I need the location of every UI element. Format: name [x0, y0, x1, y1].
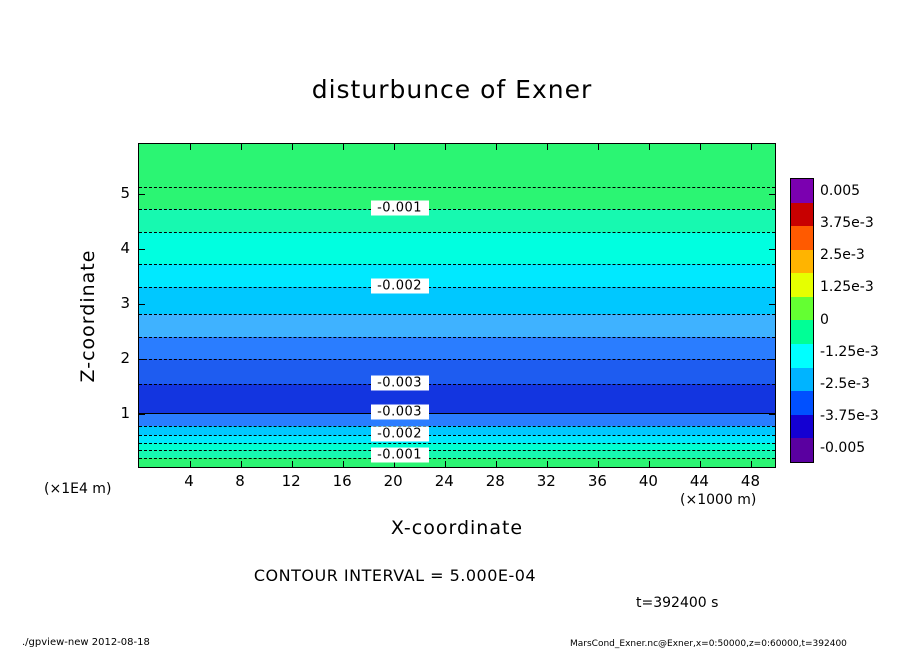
x-tick: [190, 461, 191, 467]
colorbar-tick-label: -1.25e-3: [820, 343, 879, 360]
x-tick: [598, 461, 599, 467]
contour-label: -0.001: [377, 200, 423, 216]
x-tick: [700, 461, 701, 467]
x-tick-top: [700, 144, 701, 150]
contour-line: [139, 187, 775, 188]
colorbar-tick-label: 0.005: [820, 183, 861, 199]
y-tick-label: 1: [120, 403, 130, 422]
y-tick-right: [769, 249, 775, 250]
colorbar-cell: [791, 297, 813, 321]
x-tick-top: [394, 144, 395, 150]
contour-band: [139, 413, 775, 427]
x-tick-label: 16: [332, 472, 352, 490]
x-tick-top: [496, 144, 497, 150]
x-tick-label: 40: [638, 472, 658, 490]
y-tick-right: [769, 359, 775, 360]
y-tick-label: 5: [120, 183, 130, 202]
footer-right-text: MarsCond_Exner.nc@Exner,x=0:50000,z=0:60000,t=392400: [570, 639, 847, 649]
time-annotation: t=392400 s: [636, 595, 719, 611]
colorbar: [790, 178, 814, 463]
colorbar-tick-label: -0.005: [820, 440, 866, 456]
contour-label: -0.003: [377, 404, 423, 420]
x-tick: [241, 461, 242, 467]
x-tick-label: 12: [281, 472, 301, 490]
contour-band: [139, 287, 775, 314]
x-tick-label: 8: [235, 472, 245, 490]
colorbar-tick-label: 3.75e-3: [820, 215, 874, 232]
x-tick-label: 28: [485, 472, 505, 490]
x-tick: [496, 461, 497, 467]
x-tick-top: [190, 144, 191, 150]
x-tick-top: [445, 144, 446, 150]
contour-interval-note: CONTOUR INTERVAL = 5.000E-04: [253, 566, 537, 585]
y-tick: [139, 414, 145, 415]
x-tick-top: [547, 144, 548, 150]
footer-left-text: ./gpview-new 2012-08-18: [22, 637, 150, 648]
y-tick-label: 2: [120, 348, 130, 367]
contour-line: [139, 426, 775, 427]
contour-line: [139, 443, 775, 444]
x-tick: [292, 461, 293, 467]
contour-line: [139, 287, 775, 288]
contour-line: [139, 337, 775, 338]
contour-line: [139, 359, 775, 360]
x-tick-label: 4: [184, 472, 194, 490]
contour-band: [139, 144, 775, 210]
contour-label: -0.001: [377, 447, 423, 463]
contour-line: [139, 209, 775, 210]
colorbar-tick-label: 2.5e-3: [820, 247, 865, 264]
contour-line: [139, 450, 775, 451]
x-tick: [445, 461, 446, 467]
x-tick: [751, 461, 752, 467]
y-tick: [139, 249, 145, 250]
contour-line: [139, 435, 775, 436]
x-tick-label: 36: [587, 472, 607, 490]
contour-label: -0.003: [377, 375, 423, 391]
x-tick-top: [241, 144, 242, 150]
contour-label: -0.002: [377, 426, 423, 442]
y-tick: [139, 194, 145, 195]
x-tick-top: [343, 144, 344, 150]
y-tick: [139, 359, 145, 360]
contour-band: [139, 264, 775, 288]
x-tick-top: [649, 144, 650, 150]
chart-title: disturbunce of Exner: [311, 75, 593, 104]
x-tick-label: 32: [536, 472, 556, 490]
y-axis-label: Z-coordinate: [77, 249, 99, 383]
contour-line: [139, 264, 775, 265]
x-tick: [343, 461, 344, 467]
contour-line: [139, 232, 775, 233]
colorbar-cell: [791, 438, 813, 462]
x-tick: [547, 461, 548, 467]
colorbar-cell: [791, 344, 813, 368]
colorbar-tick-label: 1.25e-3: [820, 279, 874, 296]
colorbar-cell: [791, 320, 813, 344]
colorbar-cell: [791, 203, 813, 227]
colorbar-cell: [791, 368, 813, 392]
x-tick-label: 20: [383, 472, 403, 490]
x-tick-label: 48: [740, 472, 761, 490]
colorbar-cell: [791, 391, 813, 415]
x-tick-top: [292, 144, 293, 150]
y-tick-label: 4: [120, 238, 130, 257]
y-tick-right: [769, 194, 775, 195]
contour-line: [139, 314, 775, 315]
x-tick-top: [598, 144, 599, 150]
colorbar-cell: [791, 273, 813, 297]
contour-band: [139, 209, 775, 233]
contour-band: [139, 337, 775, 360]
contour-band: [139, 384, 775, 414]
colorbar-cell: [791, 250, 813, 274]
y-tick-right: [769, 414, 775, 415]
x-tick: [649, 461, 650, 467]
colorbar-cell: [791, 226, 813, 250]
x-axis-unit: (×1000 m): [680, 492, 757, 508]
contour-line: [139, 458, 775, 459]
colorbar-tick-label: 0: [820, 311, 829, 328]
y-tick: [139, 304, 145, 305]
contour-band: [139, 232, 775, 265]
colorbar-tick-label: -3.75e-3: [820, 407, 879, 424]
colorbar-cell: [791, 179, 813, 203]
contour-fill-bands: [139, 144, 775, 467]
contour-band: [139, 359, 775, 384]
colorbar-cell: [791, 415, 813, 439]
contour-band: [139, 314, 775, 338]
contour-line: [139, 413, 775, 414]
y-tick-label: 3: [120, 293, 130, 312]
x-tick-label: 24: [434, 472, 454, 490]
colorbar-tick-label: -2.5e-3: [820, 375, 870, 392]
x-tick-label: 44: [689, 472, 709, 490]
plot-area: [138, 143, 776, 468]
x-axis-label: X-coordinate: [390, 517, 524, 539]
contour-line: [139, 384, 775, 385]
contour-label: -0.002: [377, 278, 423, 294]
contour-band: [139, 458, 775, 468]
x-tick-top: [751, 144, 752, 150]
y-tick-right: [769, 304, 775, 305]
y-axis-unit: (×1E4 m): [44, 481, 112, 497]
